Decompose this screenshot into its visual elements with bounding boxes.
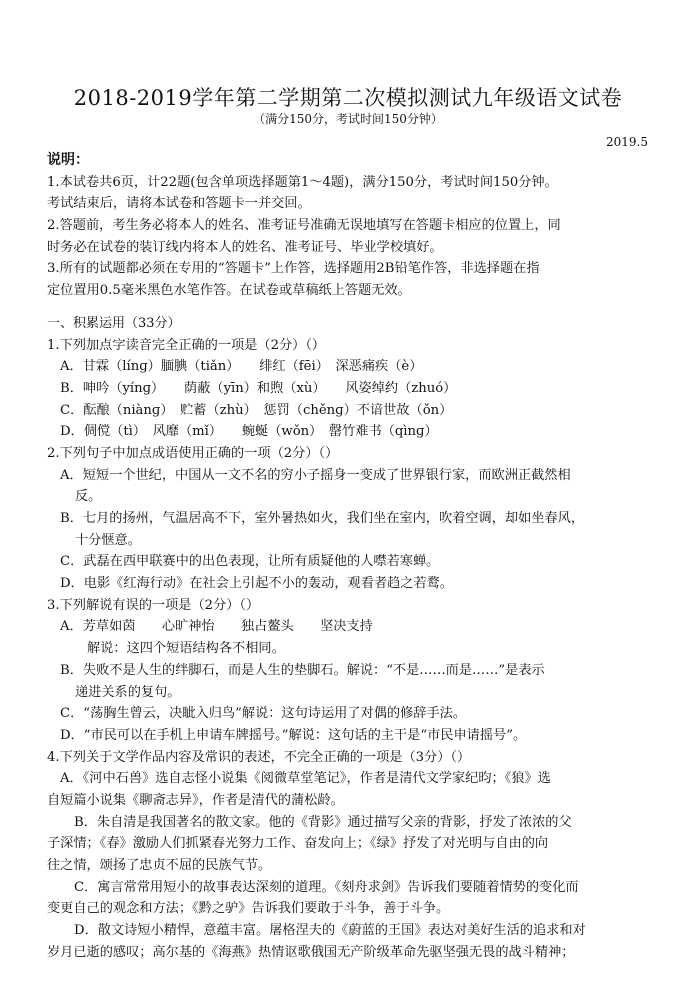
- q2-option-a-cont: 反。: [75, 489, 102, 505]
- q3-option-a-explanation: 解说：这四个短语结构各不相同。: [87, 641, 285, 657]
- instructions-heading: 说明：: [47, 152, 89, 168]
- q4-option-d-cont: 岁月已逝的感叹；高尔基的《海燕》热情讴歌俄国无产阶级革命先驱坚强无畏的战斗精神；: [47, 944, 575, 960]
- instruction-line: 3.所有的试题都必须在专用的“答题卡”上作答，选择题用2B铅笔作答，非选择题在指: [47, 261, 540, 277]
- section-title: 一、积累运用（33分）: [47, 315, 181, 331]
- q2-option-b-cont: 十分惬意。: [75, 532, 141, 548]
- exam-date: 2019.5: [606, 135, 648, 149]
- instruction-line: 考试结束后，请将本试卷和答题卡一并交回。: [47, 196, 311, 212]
- question-2-stem: 2.下列句子中加点成语使用正确的一项（2分）（）: [47, 445, 339, 461]
- q1-option-a: A．甘霖（línɡ）腼腆（tiǎn） 绯红（fēi） 深恶痛疾（è）: [60, 359, 423, 375]
- question-3-stem: 3.下列解说有误的一项是（2分）（）: [47, 597, 260, 613]
- question-1-stem: 1.下列加点字读音完全正确的一项是（2分）（）: [47, 337, 326, 353]
- q4-option-d: D．散文诗短小精悍，意蕴丰富。屠格涅夫的《蔚蓝的王国》表达对美好生活的追求和对: [74, 923, 586, 939]
- q2-option-c: C．武磊在西甲联赛中的出色表现，让所有质疑他的人噤若寒蝉。: [60, 554, 440, 570]
- instruction-line: 1.本试卷共6页，计22题(包含单项选择题第1～4题)，满分150分，考试时间150分钟。: [47, 174, 558, 190]
- q2-option-d: D．电影《红海行动》在社会上引起不小的轰动，观看者趋之若鹜。: [60, 576, 454, 592]
- q3-option-a: A．芳草如茵 心旷神怡 独占鳌头 坚决支持: [60, 619, 373, 635]
- q4-option-c-cont: 变更自己的观念和方法；《黔之驴》告诉我们要敢于斗争，善于斗争。: [47, 901, 450, 917]
- q1-option-b: B．呻吟（yínɡ） 荫蔽（yīn）和煦（xù） 风姿绰约（zhuó）: [60, 380, 457, 396]
- exam-title: 2018-2019学年第二学期第二次模拟测试九年级语文试卷: [73, 86, 623, 110]
- question-4-stem: 4.下列关于文学作品内容及常识的表述，不完全正确的一项是（3分）（）: [47, 749, 471, 765]
- instruction-line: 2.答题前，考生务必将本人的姓名、准考证号准确无误地填写在答题卡相应的位置上，同: [47, 218, 561, 234]
- q3-option-b-cont: 递进关系的复句。: [75, 684, 181, 700]
- q4-option-b-cont: 往之情，颂扬了忠贞不屈的民族气节。: [47, 858, 272, 873]
- q2-option-a: A．短短一个世纪，中国从一文不名的穷小子摇身一变成了世界银行家，而欧洲正截然相: [60, 467, 571, 483]
- q3-option-d: D．“市民可以在手机上申请车牌摇号。”解说：这句话的主干是“市民申请摇号”。: [60, 727, 527, 743]
- q4-option-a-cont: 自短篇小说集《聊斋志异》，作者是清代的蒲松龄。: [47, 792, 344, 808]
- exam-subtitle: （满分150分，考试时间150分钟）: [253, 112, 443, 126]
- exam-content: [47, 150, 647, 963]
- q2-option-b: B．七月的扬州，气温居高不下，室外暑热如火，我们坐在室内，吹着空调，却如坐春风，: [60, 511, 584, 526]
- q3-option-c: C．“荡胸生曾云，决眦入归鸟”解说：这句诗运用了对偶的修辞手法。: [60, 706, 467, 722]
- instruction-line: 时务必在试卷的装订线内将本人的姓名、准考证号、毕业学校填好。: [47, 239, 443, 255]
- q4-option-c: C．寓言常常用短小的故事表达深刻的道理。《刻舟求剑》告诉我们要随着情势的变化而: [74, 879, 579, 895]
- q1-option-c: C．酝酿（niànɡ） 贮蓄（zhù） 惩罚（chěnɡ）不谙世故（ǒn）: [60, 402, 453, 418]
- instruction-line: 定位置用0.5毫米黑色水笔作答。在试卷或草稿纸上答题无效。: [47, 283, 411, 299]
- q4-option-b: B．朱自清是我国著名的散文家。他的《背影》通过描写父亲的背影，抒发了浓浓的父: [74, 814, 572, 830]
- q3-option-b: B．失败不是人生的绊脚石，而是人生的垫脚石。解说：“不是……而是……”是表示: [60, 662, 545, 678]
- q4-option-b-cont: 子深情；《春》激励人们抓紧春光努力工作、奋发向上；《绿》抒发了对光明与自由的向: [47, 836, 549, 852]
- q4-option-a: A．《河中石兽》选自志怪小说集《阅微草堂笔记》，作者是清代文学家纪昀；《狼》选: [60, 771, 551, 787]
- q1-option-d: D．倜傥（tì） 风靡（mǐ） 蜿蜒（wǒn） 罄竹难书（qìnɡ）: [60, 424, 438, 440]
- spacer: [47, 302, 647, 313]
